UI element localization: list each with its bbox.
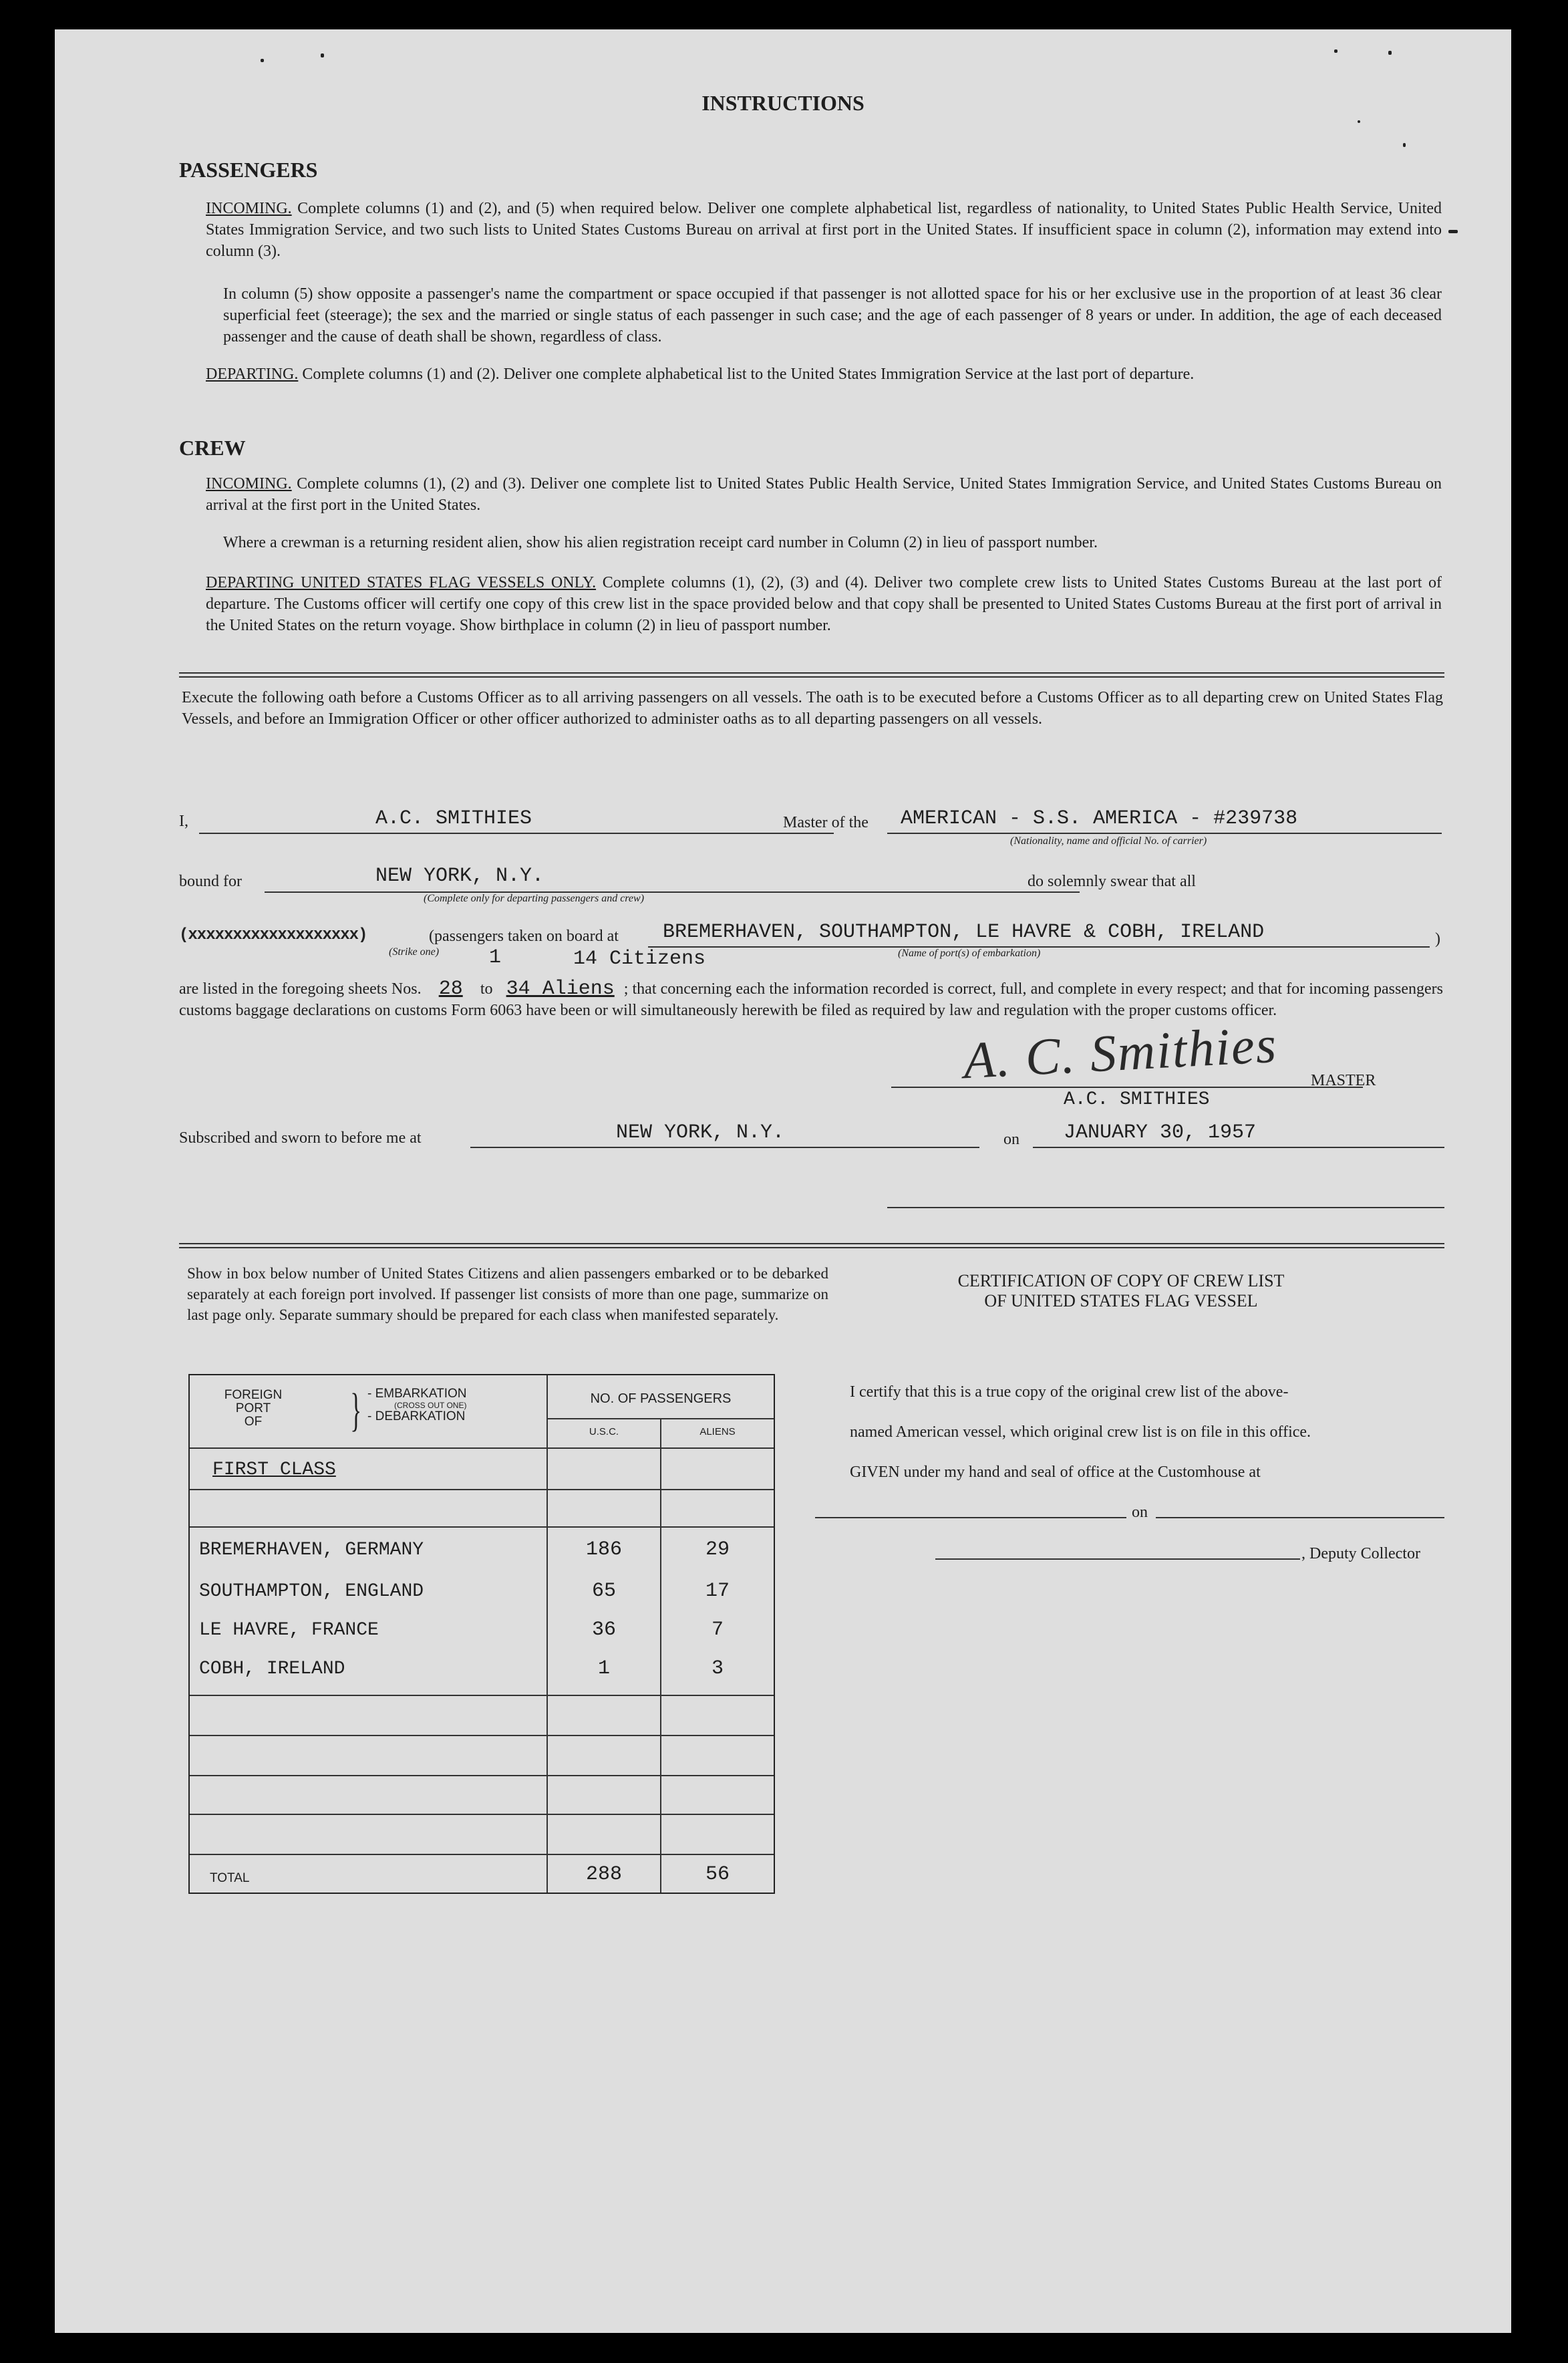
usc-cell: 65 [591,1580,616,1603]
document-page [55,29,1511,2333]
scan-speck [1388,51,1392,55]
passengers-departing-text: Complete columns (1) and (2). Deliver one complete alphabetical list to the United States Immigration Service at the last port of departure. [302,366,1195,383]
table-divider [190,1735,774,1736]
foreign-label: FOREIGN [224,1388,283,1402]
crew-departing-label: DEPARTING UNITED STATES FLAG VESSELS ONLY. [206,574,597,591]
passengers-incoming-label: INCOMING. [206,200,292,217]
port-cell: BREMERHAVEN, GERMANY [199,1540,424,1560]
class-label: FIRST CLASS [212,1460,336,1480]
subscribed-label: Subscribed and sworn to before me at [179,1129,422,1147]
deputy-collector-line [935,1558,1300,1560]
usc-cell: 36 [591,1619,616,1641]
embarkation-header [367,1387,467,1423]
citizens-sheet: 14 Citizens [573,948,706,970]
summary-intro: Show in box below number of United States Citizens and alien passengers embarked or to be debarked separately at each foreign port involved. If passenger list consists of more than one page, summarize on last page only. Separate summary should be prepared for each class when manifested separately. [187,1265,828,1323]
cross-out-label: (CROSS OUT ONE) [394,1401,467,1410]
aliens-cell: 3 [711,1657,724,1680]
typed-master-name: A.C. SMITHIES [1064,1089,1210,1110]
signature-line [891,1087,1363,1088]
sworn-on-label: on [1003,1131,1020,1148]
passengers-taken-label: (passengers taken on board at [429,928,619,945]
master-name-line [199,833,834,834]
port-label: PORT [235,1401,271,1415]
sheet-from-top: 1 [489,946,502,969]
sworn-place: NEW YORK, N.Y. [616,1121,785,1144]
scan-speck [1403,143,1406,147]
no-passengers-header: NO. OF PASSENGERS [590,1391,732,1406]
ports-close-paren: ) [1435,930,1440,948]
aliens-sheet: 34 Aliens [506,978,615,1000]
crew-incoming-paragraph [206,473,1442,516]
usc-header: U.S.C. [589,1426,619,1437]
page-title: INSTRUCTIONS [701,91,865,115]
port-cell: LE HAVRE, FRANCE [199,1620,379,1641]
scan-speck [321,53,324,57]
crew-heading: CREW [179,436,246,460]
strike-one-caption: (Strike one) [389,946,440,958]
vessel-name: AMERICAN - S.S. AMERICA - #239738 [901,807,1298,830]
customhouse-line [815,1517,1126,1518]
total-aliens: 56 [705,1863,730,1886]
master-label: MASTER [1311,1072,1376,1089]
certification-text: named American vessel, which original crew list is on file in this office. [850,1423,1311,1441]
struck-crew-text: (xxxxxxxxxxxxxxxxxxx) [179,926,367,944]
brace-icon: } [350,1385,362,1436]
bound-for-line [265,891,1080,893]
master-name: A.C. SMITHIES [375,807,532,830]
blank-line [887,1207,1444,1208]
crew-incoming-label: INCOMING. [206,475,292,493]
aliens-cell: 29 [705,1538,730,1561]
certification-on-label: on [1132,1504,1148,1521]
passengers-departing-label: DEPARTING. [206,366,299,383]
scan-speck [261,59,264,62]
scan-speck [1334,49,1338,53]
table-divider [190,1447,774,1449]
passengers-incoming-paragraph [206,198,1442,262]
table-divider [546,1418,774,1419]
sworn-date-line [1033,1147,1444,1148]
certification-title-line: OF UNITED STATES FLAG VESSEL [984,1291,1258,1310]
crew-incoming-text: Complete columns (1), (2) and (3). Deliver one complete list to United States Public Health Service, United States Immigration Service, and United States Customs Bureau on arrival at the first port in the United States. [206,475,1442,514]
passengers-heading: PASSENGERS [179,158,318,182]
crew-returning-alien-paragraph: Where a crewman is a returning resident alien, show his alien registration receipt card number in Column (2) in lieu of passport number. [223,534,1098,551]
table-divider [190,1526,774,1528]
listed-label: are listed in the foregoing sheets Nos. [179,980,422,998]
listed-paragraph [179,978,1443,1021]
sworn-place-line [470,1147,979,1148]
passengers-incoming-text: Complete columns (1) and (2), and (5) when required below. Deliver one complete alphabetical list, regardless of nationality, to United States Public Health Service, United States Immigration Service, and two such lists to United States Customs Bureau on arrival at first port in the United States. If insufficient space in column (2), information may extend into column (3). [206,200,1442,260]
bound-for-value: NEW YORK, N.Y. [375,865,544,887]
section-divider [179,672,1444,678]
bound-for-label: bound for [179,873,242,890]
to-label: to [480,980,493,998]
sheet-no-from: 28 [438,978,463,1000]
passenger-summary-table [188,1374,775,1894]
table-divider [190,1814,774,1815]
certification-title-line: CERTIFICATION OF COPY OF CREW LIST [957,1271,1285,1290]
debarkation-label: - DEBARKATION [367,1409,466,1423]
of-label: OF [244,1415,263,1429]
table-divider [190,1854,774,1855]
total-usc: 288 [585,1863,622,1886]
table-divider [190,1489,774,1490]
ports-caption: (Name of port(s) of embarkation) [898,948,1041,959]
foreign-port-header [216,1389,290,1429]
vessel-caption: (Nationality, name and official No. of carrier) [1010,835,1207,847]
aliens-cell: 17 [705,1580,730,1603]
port-cell: COBH, IRELAND [199,1659,345,1679]
certification-text: GIVEN under my hand and seal of office at the Customhouse at [850,1464,1261,1481]
table-divider [190,1695,774,1696]
master-signature: A. C. Smithies [962,1014,1279,1090]
total-label: TOTAL [210,1871,250,1885]
usc-cell: 1 [597,1657,610,1680]
master-of-label: Master of the [783,814,869,831]
vessel-line [887,833,1442,834]
crew-departing-paragraph [206,572,1442,636]
passengers-column5-paragraph: In column (5) show opposite a passenger's name the compartment or space occupied if that passenger is not allotted space for his or her exclusive use in the proportion of at least 36 clear superficial feet (steerage); the sex and the married or single status of each passenger in such case; and the age of each passenger of 8 years or under. In addition, the age of each deceased passenger and the cause of death shall be shown, regardless of class. [223,285,1442,345]
certification-title [854,1271,1388,1311]
embarkation-ports: BREMERHAVEN, SOUTHAMPTON, LE HAVRE & COBH, IRELAND [663,921,1265,944]
bound-for-caption: (Complete only for departing passengers and crew) [424,893,645,904]
certification-date-line [1156,1517,1444,1518]
usc-cell: 186 [585,1538,622,1561]
port-cell: SOUTHAMPTON, ENGLAND [199,1581,424,1602]
deputy-collector-label: , Deputy Collector [1301,1545,1420,1562]
table-divider [660,1419,661,1893]
crew-departing-text: Complete columns (1), (2), (3) and (4). Deliver two complete crew lists to United States Customs Bureau at the last port of departure. The Customs officer will certify one copy of this crew list in the space provided below and that copy shall be presented to United States Customs Bureau at the first port of arrival in the United States on the return voyage. Show birthplace in column (2) in lieu of passport number. [206,574,1442,634]
oath-i-label: I, [179,813,188,830]
aliens-header: ALIENS [699,1426,736,1437]
aliens-cell: 7 [711,1619,724,1641]
passengers-departing-paragraph [206,364,1442,385]
section-divider [179,1243,1444,1248]
table-divider [190,1775,774,1776]
listed-rest: ; that concerning each the information recorded is correct, full, and complete in every respect; and that for incoming passengers customs baggage declarations on customs Form 6063 have been or will simultaneously herewith be filed as required by law and regulation with the proper customs officer. [179,980,1444,1019]
scan-speck [1358,120,1360,123]
scan-speck [1448,230,1458,233]
certification-text: I certify that this is a true copy of the original crew list of the above- [850,1383,1289,1401]
sworn-date: JANUARY 30, 1957 [1064,1121,1257,1144]
embarkation-label: - EMBARKATION [367,1387,467,1401]
swear-label: do solemnly swear that all [1028,873,1196,890]
oath-intro-paragraph: Execute the following oath before a Customs Officer as to all arriving passengers on all vessels. The oath is to be executed before a Customs Officer as to all departing crew on United States Flag Vessels, and before an Immigration Officer or other officer authorized to administer oaths as to all departing passengers on all vessels. [182,689,1443,728]
